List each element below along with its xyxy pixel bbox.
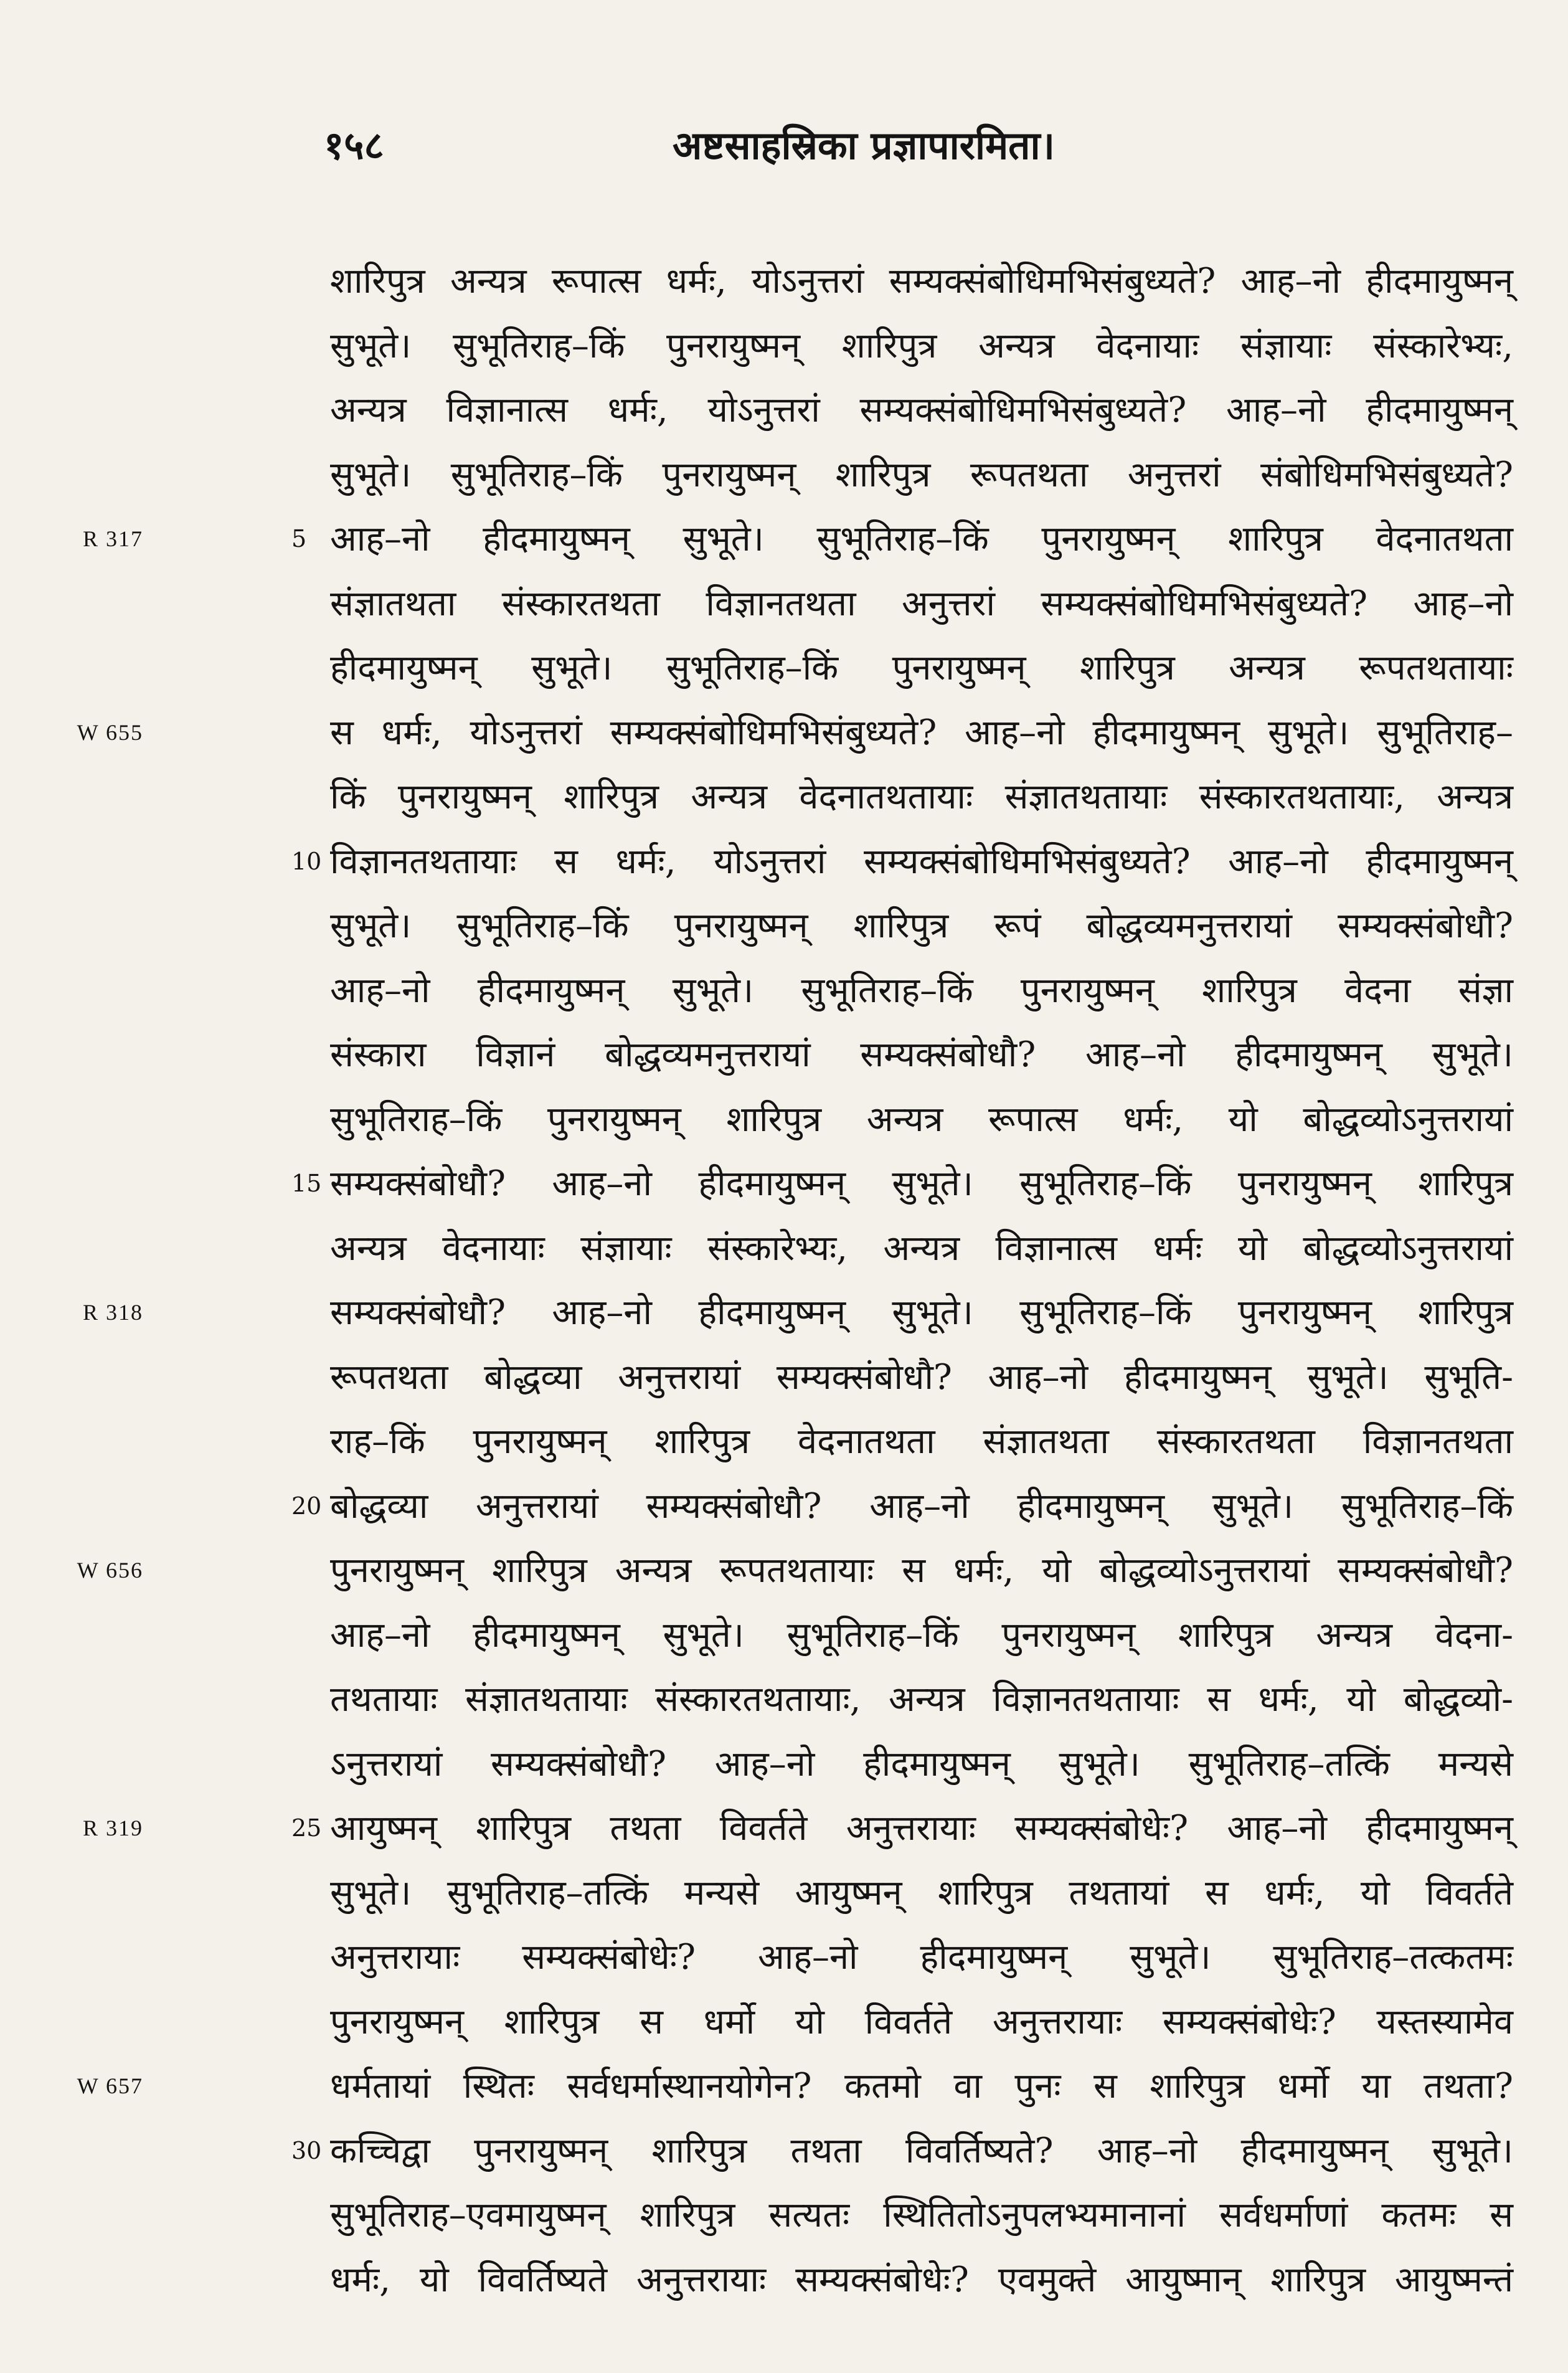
line-text: सुभूते। सुभूतिराह–तत्किं मन्यसे आयुष्मन् शारिपुत्र तथतायां स धर्मः, यो विवर्तते xyxy=(330,1872,1513,1913)
text-line xyxy=(330,2183,1513,2248)
text-line xyxy=(330,1409,1513,1474)
line-number: 20 xyxy=(291,1492,322,1520)
line-text: किं पुनरायुष्मन् शारिपुत्र अन्यत्र वेदनातथतायाः संज्ञातथतायाः संस्कारतथतायाः, अन्यत्र xyxy=(330,777,1513,817)
line-text: आह–नो हीदमायुष्मन् सुभूते। सुभूतिराह–किं पुनरायुष्मन् शारिपुत्र वेदना संज्ञा xyxy=(330,970,1513,1011)
line-text: धर्मतायां स्थितः सर्वधर्मास्थानयोगेन? कतमो वा पुनः स शारिपुत्र धर्मो या तथता? xyxy=(330,2066,1513,2106)
line-text: तथतायाः संज्ञातथतायाः संस्कारतथतायाः, अन्यत्र विज्ञानतथतायाः स धर्मः, यो बोद्धव्यो- xyxy=(330,1679,1513,1720)
text-line xyxy=(330,572,1513,637)
margin-reference: R 318 xyxy=(82,1300,143,1325)
line-text: धर्मः, यो विवर्तिष्यते अनुत्तरायाः सम्यक्संबोधेः? एवमुक्ते आयुष्मान् शारिपुत्र आयुष्मन्तं xyxy=(330,2259,1513,2300)
page-header xyxy=(0,118,1568,187)
line-number: 30 xyxy=(291,2136,322,2164)
text-line xyxy=(330,1216,1513,1281)
text-line xyxy=(330,636,1513,701)
margin-reference: R 319 xyxy=(82,1816,143,1840)
page-number: १५८ xyxy=(324,123,384,168)
text-line xyxy=(330,1087,1513,1152)
text-line xyxy=(330,443,1513,508)
text-line xyxy=(330,959,1513,1023)
line-text: संस्कारा विज्ञानं बोद्धव्यमनुत्तरायां सम्यक्संबोधौ? आह–नो हीदमायुष्मन् सुभूते। xyxy=(330,1035,1513,1075)
text-line xyxy=(330,1925,1513,1990)
line-text: अन्यत्र वेदनायाः संज्ञायाः संस्कारेभ्यः, अन्यत्र विज्ञानात्स धर्मः यो बोद्धव्योऽनुत्तरायां xyxy=(330,1228,1513,1269)
line-text: सुभूते। सुभूतिराह–किं पुनरायुष्मन् शारिपुत्र रूपतथता अनुत्तरां संबोधिमभिसंबुध्यते? xyxy=(330,454,1513,495)
line-number: 25 xyxy=(291,1814,322,1842)
text-line xyxy=(330,1281,1513,1345)
sanskrit-text-body xyxy=(291,249,1513,2312)
line-text: पुनरायुष्मन् शारिपुत्र स धर्मो यो विवर्तते अनुत्तरायाः सम्यक्संबोधेः? यस्तस्यामेव xyxy=(330,2001,1513,2042)
text-line xyxy=(291,507,1513,572)
line-text: रूपतथता बोद्धव्या अनुत्तरायां सम्यक्संबोधौ? आह–नो हीदमायुष्मन् सुभूते। सुभूति- xyxy=(330,1357,1513,1398)
text-line xyxy=(330,2248,1513,2313)
text-line xyxy=(330,701,1513,765)
margin-reference: W 657 xyxy=(77,2073,143,2098)
line-text: ऽनुत्तरायां सम्यक्संबोधौ? आह–नो हीदमायुष्मन् सुभूते। सुभूतिराह–तत्किं मन्यसे xyxy=(330,1743,1513,1784)
text-line xyxy=(330,765,1513,830)
text-line xyxy=(330,314,1513,379)
text-line xyxy=(291,2119,1513,2184)
text-line xyxy=(330,378,1513,443)
text-line xyxy=(330,249,1513,314)
line-text: सुभूतिराह–किं पुनरायुष्मन् शारिपुत्र अन्यत्र रूपात्स धर्मः, यो बोद्धव्योऽनुत्तरायां xyxy=(330,1099,1513,1140)
line-text: सुभूते। सुभूतिराह–किं पुनरायुष्मन् शारिपुत्र रूपं बोद्धव्यमनुत्तरायां सम्यक्संबोधौ? xyxy=(330,906,1513,946)
text-line xyxy=(291,1152,1513,1216)
line-text: हीदमायुष्मन् सुभूते। सुभूतिराह–किं पुनरायुष्मन् शारिपुत्र अन्यत्र रूपतथतायाः xyxy=(330,648,1513,688)
text-line xyxy=(291,1796,1513,1861)
line-text: आह–नो हीदमायुष्मन् सुभूते। सुभूतिराह–किं पुनरायुष्मन् शारिपुत्र वेदनातथता xyxy=(330,519,1513,559)
line-number: 5 xyxy=(291,525,307,552)
text-line xyxy=(330,1667,1513,1732)
text-line xyxy=(330,1023,1513,1087)
text-line xyxy=(330,1990,1513,2055)
text-line xyxy=(291,830,1513,894)
text-line xyxy=(330,1538,1513,1603)
line-text: विज्ञानतथतायाः स धर्मः, योऽनुत्तरां सम्यक्संबोधिमभिसंबुध्यते? आह–नो हीदमायुष्मन् xyxy=(330,841,1513,882)
line-text: सम्यक्संबोधौ? आह–नो हीदमायुष्मन् सुभूते। सुभूतिराह–किं पुनरायुष्मन् शारिपुत्र xyxy=(330,1163,1513,1204)
text-line xyxy=(330,1732,1513,1797)
margin-reference: W 655 xyxy=(77,719,143,745)
line-text: बोद्धव्या अनुत्तरायां सम्यक्संबोधौ? आह–नो हीदमायुष्मन् सुभूते। सुभूतिराह–किं xyxy=(330,1485,1513,1527)
running-title: अष्टसाहस्रिका प्रज्ञापारमिता। xyxy=(673,123,1056,168)
line-text: राह–किं पुनरायुष्मन् शारिपुत्र वेदनातथता संज्ञातथता संस्कारतथता विज्ञानतथता xyxy=(330,1421,1513,1462)
text-line xyxy=(291,1474,1513,1539)
line-text: अनुत्तरायाः सम्यक्संबोधेः? आह–नो हीदमायुष्मन् सुभूते। सुभूतिराह–तत्कतमः xyxy=(330,1937,1513,1978)
line-text: पुनरायुष्मन् शारिपुत्र अन्यत्र रूपतथतायाः स धर्मः, यो बोद्धव्योऽनुत्तरायां सम्यक्संबोधौ? xyxy=(330,1550,1513,1591)
margin-reference: W 656 xyxy=(77,1558,143,1583)
line-text: अन्यत्र विज्ञानात्स धर्मः, योऽनुत्तरां सम्यक्संबोधिमभिसंबुध्यते? आह–नो हीदमायुष्मन् xyxy=(330,390,1513,430)
line-text: सुभूतिराह–एवमायुष्मन् शारिपुत्र सत्यतः स्थितितोऽनुपलभ्यमानानां सर्वधर्माणां कतमः स xyxy=(330,2195,1513,2235)
text-line xyxy=(330,1345,1513,1410)
line-number: 15 xyxy=(291,1170,322,1197)
text-line xyxy=(330,1603,1513,1668)
text-line xyxy=(330,894,1513,959)
line-text: शारिपुत्र अन्यत्र रूपात्स धर्मः, योऽनुत्तरां सम्यक्संबोधिमभिसंबुध्यते? आह–नो हीदमायुष्मन् xyxy=(330,261,1513,301)
text-line xyxy=(330,1861,1513,1926)
line-text: सुभूते। सुभूतिराह–किं पुनरायुष्मन् शारिपुत्र अन्यत्र वेदनायाः संज्ञायाः संस्कारेभ्यः, xyxy=(330,325,1513,366)
line-text: संज्ञातथता संस्कारतथता विज्ञानतथता अनुत्तरां सम्यक्संबोधिमभिसंबुध्यते? आह–नो xyxy=(330,583,1513,624)
line-text: कच्चिद्वा पुनरायुष्मन् शारिपुत्र तथता विवर्तिष्यते? आह–नो हीदमायुष्मन् सुभूते। xyxy=(330,2130,1513,2171)
text-line xyxy=(330,2054,1513,2119)
line-text: स धर्मः, योऽनुत्तरां सम्यक्संबोधिमभिसंबुध्यते? आह–नो हीदमायुष्मन् सुभूते। सुभूतिराह– xyxy=(330,712,1513,753)
line-number: 10 xyxy=(291,847,322,875)
line-text: आह–नो हीदमायुष्मन् सुभूते। सुभूतिराह–किं पुनरायुष्मन् शारिपुत्र अन्यत्र वेदना- xyxy=(330,1614,1513,1655)
line-text: आयुष्मन् शारिपुत्र तथता विवर्तते अनुत्तरायाः सम्यक्संबोधेः? आह–नो हीदमायुष्मन् xyxy=(330,1808,1513,1849)
line-text: सम्यक्संबोधौ? आह–नो हीदमायुष्मन् सुभूते। सुभूतिराह–किं पुनरायुष्मन् शारिपुत्र xyxy=(330,1292,1513,1333)
margin-reference: R 317 xyxy=(82,526,143,551)
